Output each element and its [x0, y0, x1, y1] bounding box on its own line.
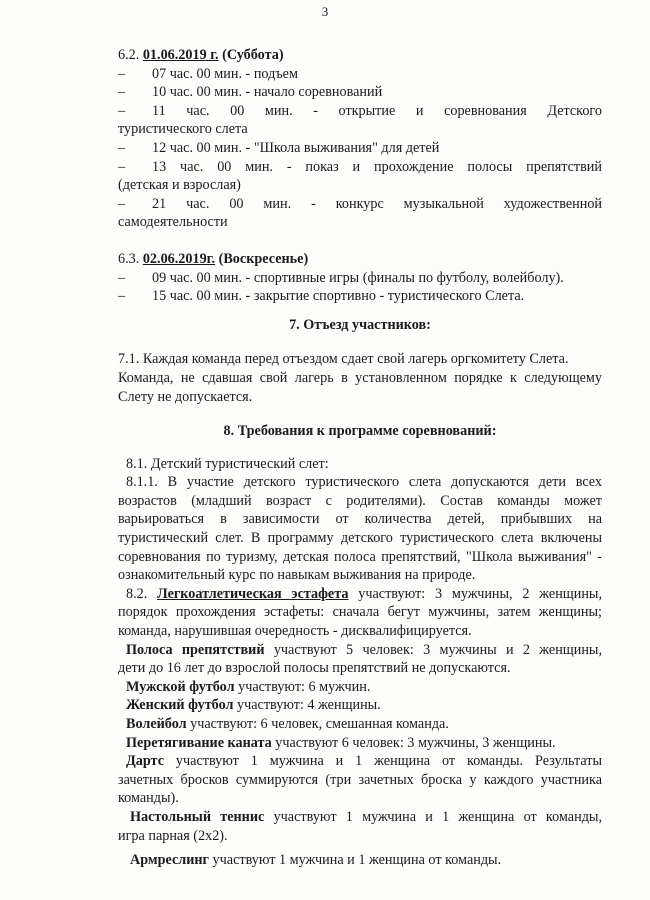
paragraph-8-1-1-line: ознакомительный курс по навыкам выживания на природе.: [118, 567, 476, 584]
section-number: 6.3.: [118, 250, 140, 267]
event-name: Дартс: [126, 753, 164, 770]
event-table-tennis: [118, 808, 602, 827]
section-8-title: 8. Требования к программе соревнований:: [223, 423, 497, 440]
event-darts-line: команды).: [118, 790, 179, 807]
paragraph-8-1: 8.1. Детский туристический слет:: [126, 455, 329, 472]
event-description: участвуют 1 мужчина и 1 женщина от команды. Результаты: [175, 753, 603, 770]
event-tug-of-war: [118, 734, 602, 753]
paragraph-8-2-line: порядок прохождения эстафеты: сначала бегут мужчины, затем женщины;: [118, 604, 602, 621]
paragraph-8-1-1-line: туристический слет. В программу детского туристического слета включены: [118, 530, 602, 547]
section-day: (Воскресенье): [218, 250, 309, 267]
event-armwrestling: [118, 851, 602, 870]
page-number: 3: [321, 4, 329, 19]
event-volleyball: [118, 715, 602, 734]
schedule-item: – 13 час. 00 мин. - показ и прохождение полосы препятствий: [118, 158, 602, 175]
paragraph-8-2: [118, 585, 602, 604]
event-description: участвуют: 4 женщины.: [237, 697, 381, 714]
event-name: Настольный теннис: [130, 808, 265, 825]
schedule-item-text: 10 час. 00 мин. - начало соревнований: [152, 84, 383, 101]
event-obstacle-line: дети до 16 лет до взрослой полосы препятствий не допускаются.: [118, 660, 511, 677]
event-name: Армреслинг: [130, 852, 209, 869]
section-6-3-heading: [118, 250, 602, 269]
schedule-item-text: 11 час. 00 мин. - открытие и соревнования Детского: [152, 102, 602, 119]
schedule-item-text: 09 час. 00 мин. - спортивные игры (финалы по футболу, волейболу).: [152, 269, 564, 286]
event-description: участвуют: 3 мужчины, 2 женщины,: [358, 585, 602, 602]
event-women-football: [118, 696, 602, 715]
schedule-item-continuation: туристического слета: [118, 121, 248, 138]
schedule-item-text: 07 час. 00 мин. - подъем: [152, 65, 298, 82]
section-6-2-heading: [118, 46, 602, 65]
event-name: Легкоатлетическая эстафета: [157, 585, 349, 602]
paragraph-8-2-line: команда, нарушившая очередность - дисквалифицируется.: [118, 623, 472, 640]
paragraph-8-1-1-line: соревнования по туризму, детская полоса препятствий, "Школа выживания" -: [118, 548, 602, 565]
paragraph-8-1-1-line: 8.1.1. В участие детского туристического слета допускаются дети всех: [126, 474, 602, 491]
event-description: участвуют 1 мужчина и 1 женщина от команды.: [212, 852, 502, 869]
event-men-football: [118, 678, 602, 697]
event-name: Волейбол: [126, 716, 187, 732]
section-7-line: 7.1. Каждая команда перед отъездом сдает свой лагерь оргкомитету Слета.: [118, 351, 569, 368]
document-body: [118, 46, 602, 870]
schedule-item-text: 13 час. 00 мин. - показ и прохождение полосы препятствий: [152, 158, 602, 175]
schedule-item-continuation: (детская и взрослая): [118, 177, 241, 194]
event-name: Мужской футбол: [126, 678, 235, 695]
paragraph-8-1-1-line: возрастов (младший возраст с родителями). Состав команды может: [118, 492, 602, 509]
section-7-line: Команда, не сдавшая свой лагерь в установленном порядке к следующему: [118, 369, 602, 386]
event-description: участвуют: 6 человек, смешанная команда.: [190, 716, 449, 732]
schedule-item-continuation: самодеятельности: [118, 214, 228, 231]
schedule-item: – 09 час. 00 мин. - спортивные игры (финалы по футболу, волейболу).: [118, 269, 602, 288]
schedule-item: – 15 час. 00 мин. - закрытие спортивно - туристического Слета.: [118, 287, 602, 306]
event-description: участвуют 5 человек: 3 мужчины и 2 женщины,: [273, 641, 602, 658]
event-description: участвуют: 6 мужчин.: [238, 678, 371, 695]
section-number: 6.2.: [118, 47, 140, 63]
section-7-line: Слету не допускается.: [118, 388, 253, 405]
event-darts: [118, 752, 602, 771]
event-darts-line: зачетных бросков суммируются (три зачетных броска у каждого участника: [118, 771, 602, 788]
schedule-item-text: 15 час. 00 мин. - закрытие спортивно - туристического Слета.: [152, 288, 525, 305]
section-7-title: 7. Отъезд участников:: [289, 316, 431, 333]
schedule-item: – 11 час. 00 мин. - открытие и соревнования Детского: [118, 102, 602, 119]
section-day: (Суббота): [222, 47, 284, 63]
event-name: Перетягивание каната: [126, 734, 272, 751]
paragraph-number: 8.2.: [126, 585, 148, 602]
schedule-item: – 10 час. 00 мин. - начало соревнований: [118, 83, 602, 102]
section-date: 01.06.2019 г.: [142, 47, 219, 63]
event-description: участвуют 6 человек: 3 мужчины, 3 женщины.: [275, 734, 556, 751]
event-table-tennis-line: игра парная (2х2).: [118, 827, 228, 844]
schedule-item: – 21 час. 00 мин. - конкурс музыкальной художественной: [118, 195, 602, 212]
event-name: Полоса препятствий: [126, 641, 265, 658]
schedule-item-text: 12 час. 00 мин. - "Школа выживания" для детей: [152, 139, 440, 156]
event-obstacle: [118, 641, 602, 660]
event-description: участвуют 1 мужчина и 1 женщина от команды,: [273, 808, 602, 825]
event-name: Женский футбол: [126, 697, 234, 714]
schedule-item: – 07 час. 00 мин. - подъем: [118, 65, 602, 84]
section-date: 02.06.2019г.: [142, 250, 216, 267]
schedule-item: – 12 час. 00 мин. - "Школа выживания" для детей: [118, 139, 602, 158]
schedule-item-text: 21 час. 00 мин. - конкурс музыкальной художественной: [152, 195, 602, 212]
paragraph-8-1-1-line: варьироваться в зависимости от количества детей, прибывших на: [118, 511, 602, 528]
